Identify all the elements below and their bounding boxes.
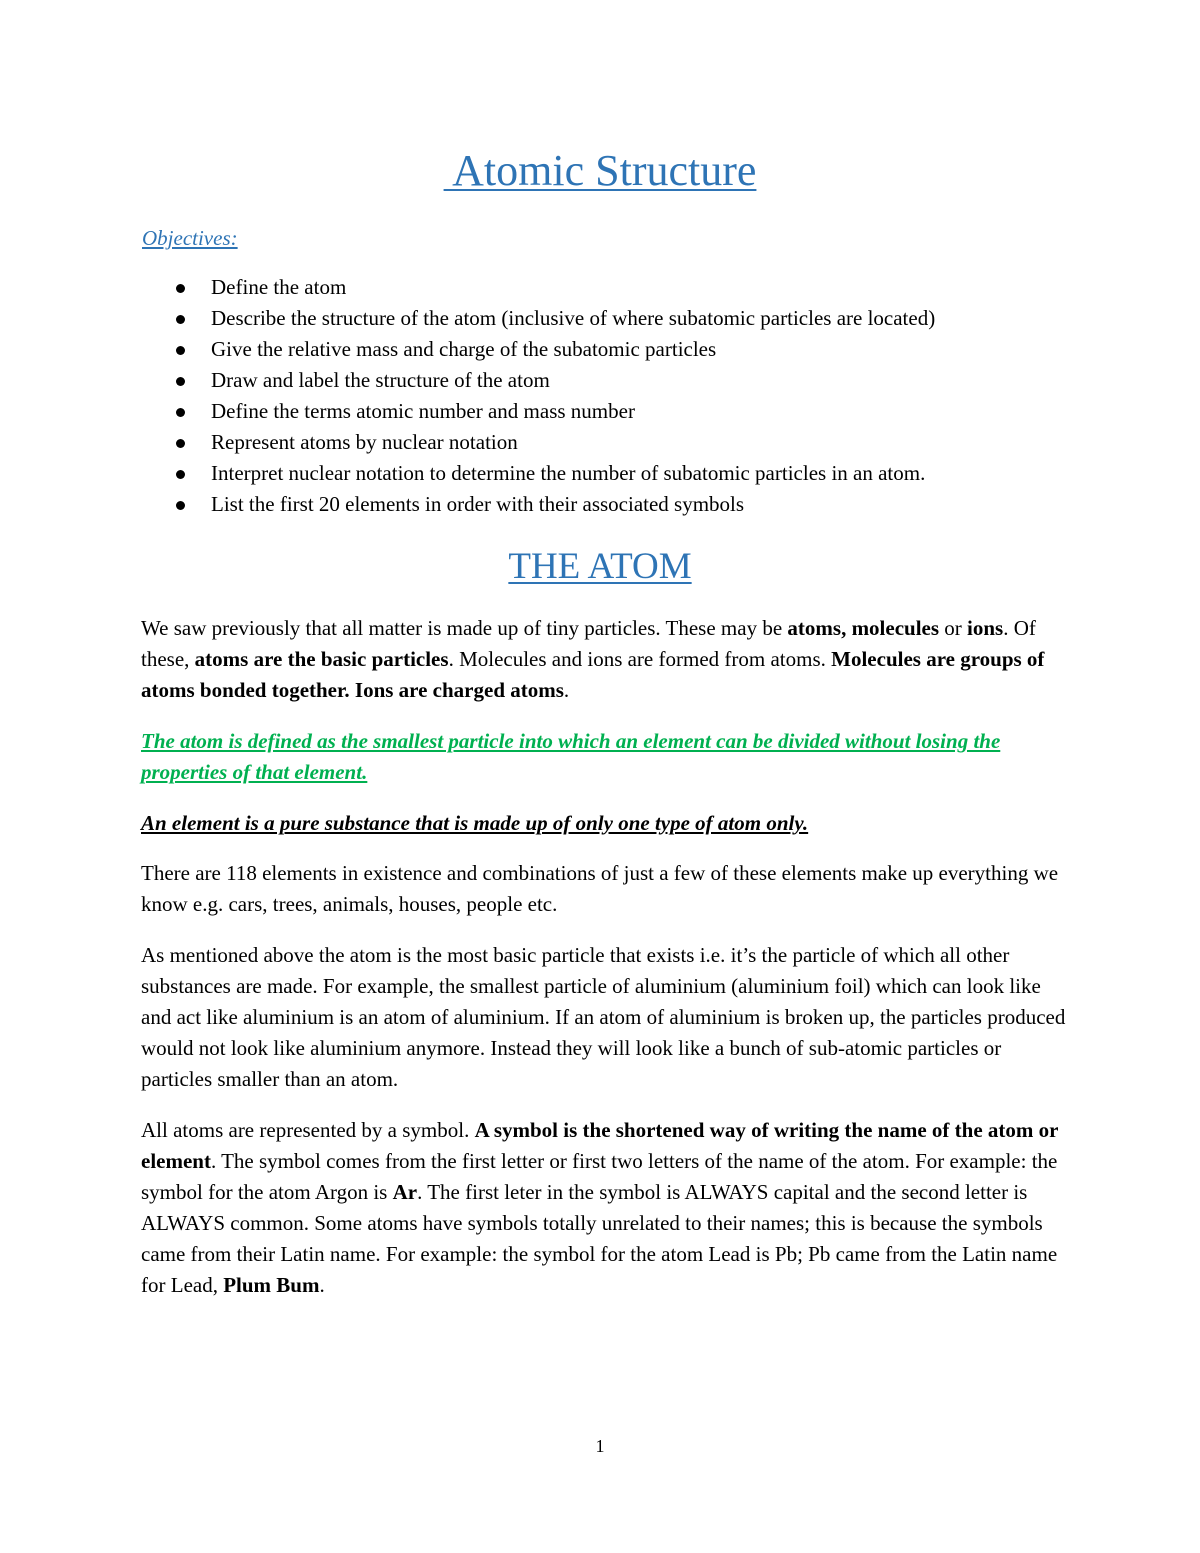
section-heading: THE ATOM xyxy=(508,546,692,587)
objectives-list xyxy=(142,272,1082,520)
objective-item: Describe the structure of the atom (inclusive of where subatomic particles are located) xyxy=(142,303,1082,334)
objective-item: Give the relative mass and charge of the subatomic particles xyxy=(142,334,1082,365)
page-number: 1 xyxy=(595,1436,605,1456)
page-title: Atomic Structure xyxy=(443,146,757,195)
element-definition: An element is a pure substance that is made up of only one type of atom only. xyxy=(141,811,809,835)
objective-item: List the first 20 elements in order with their associated symbols xyxy=(142,489,1082,520)
objectives-label: Objectives: xyxy=(142,226,238,250)
intro-paragraph: We saw previously that all matter is made up of tiny particles. These may be atoms, molecules or ions. Of these, atoms are the basic particles. Molecules and ions are formed from atoms. Molecules are groups of atoms bonded together. Ions are charged atoms. xyxy=(141,616,1045,702)
elements-paragraph: There are 118 elements in existence and combinations of just a few of these elements make up everything we know e.g. cars, trees, animals, houses, people etc. xyxy=(141,861,1059,916)
objective-item: Define the terms atomic number and mass number xyxy=(142,396,1082,427)
atom-definition: The atom is defined as the smallest particle into which an element can be divided without losing the properties of that element. xyxy=(141,729,1001,784)
objective-item: Define the atom xyxy=(142,272,1082,303)
objective-item: Draw and label the structure of the atom xyxy=(142,365,1082,396)
objective-item: Interpret nuclear notation to determine the number of subatomic particles in an atom. xyxy=(142,458,1082,489)
aluminium-paragraph: As mentioned above the atom is the most basic particle that exists i.e. it’s the particle of which all other substances are made. For example, the smallest particle of aluminium (aluminium foil) which can look like and act like aluminium is an atom of aluminium. If an atom of aluminium is broken up, the particles produced would not look like aluminium anymore. Instead they will look like a bunch of sub-atomic particles or particles smaller than an atom. xyxy=(141,943,1066,1091)
objective-item: Represent atoms by nuclear notation xyxy=(142,427,1082,458)
symbol-paragraph: All atoms are represented by a symbol. A symbol is the shortened way of writing the name of the atom or element. The symbol comes from the first letter or first two letters of the name of the atom. For example: the symbol for the atom Argon is Ar. The first leter in the symbol is ALWAYS capital and the second letter is ALWAYS common. Some atoms have symbols totally unrelated to their names; this is because the symbols came from their Latin name. For example: the symbol for the atom Lead is Pb; Pb came from the Latin name for Lead, Plum Bum. xyxy=(141,1118,1059,1297)
